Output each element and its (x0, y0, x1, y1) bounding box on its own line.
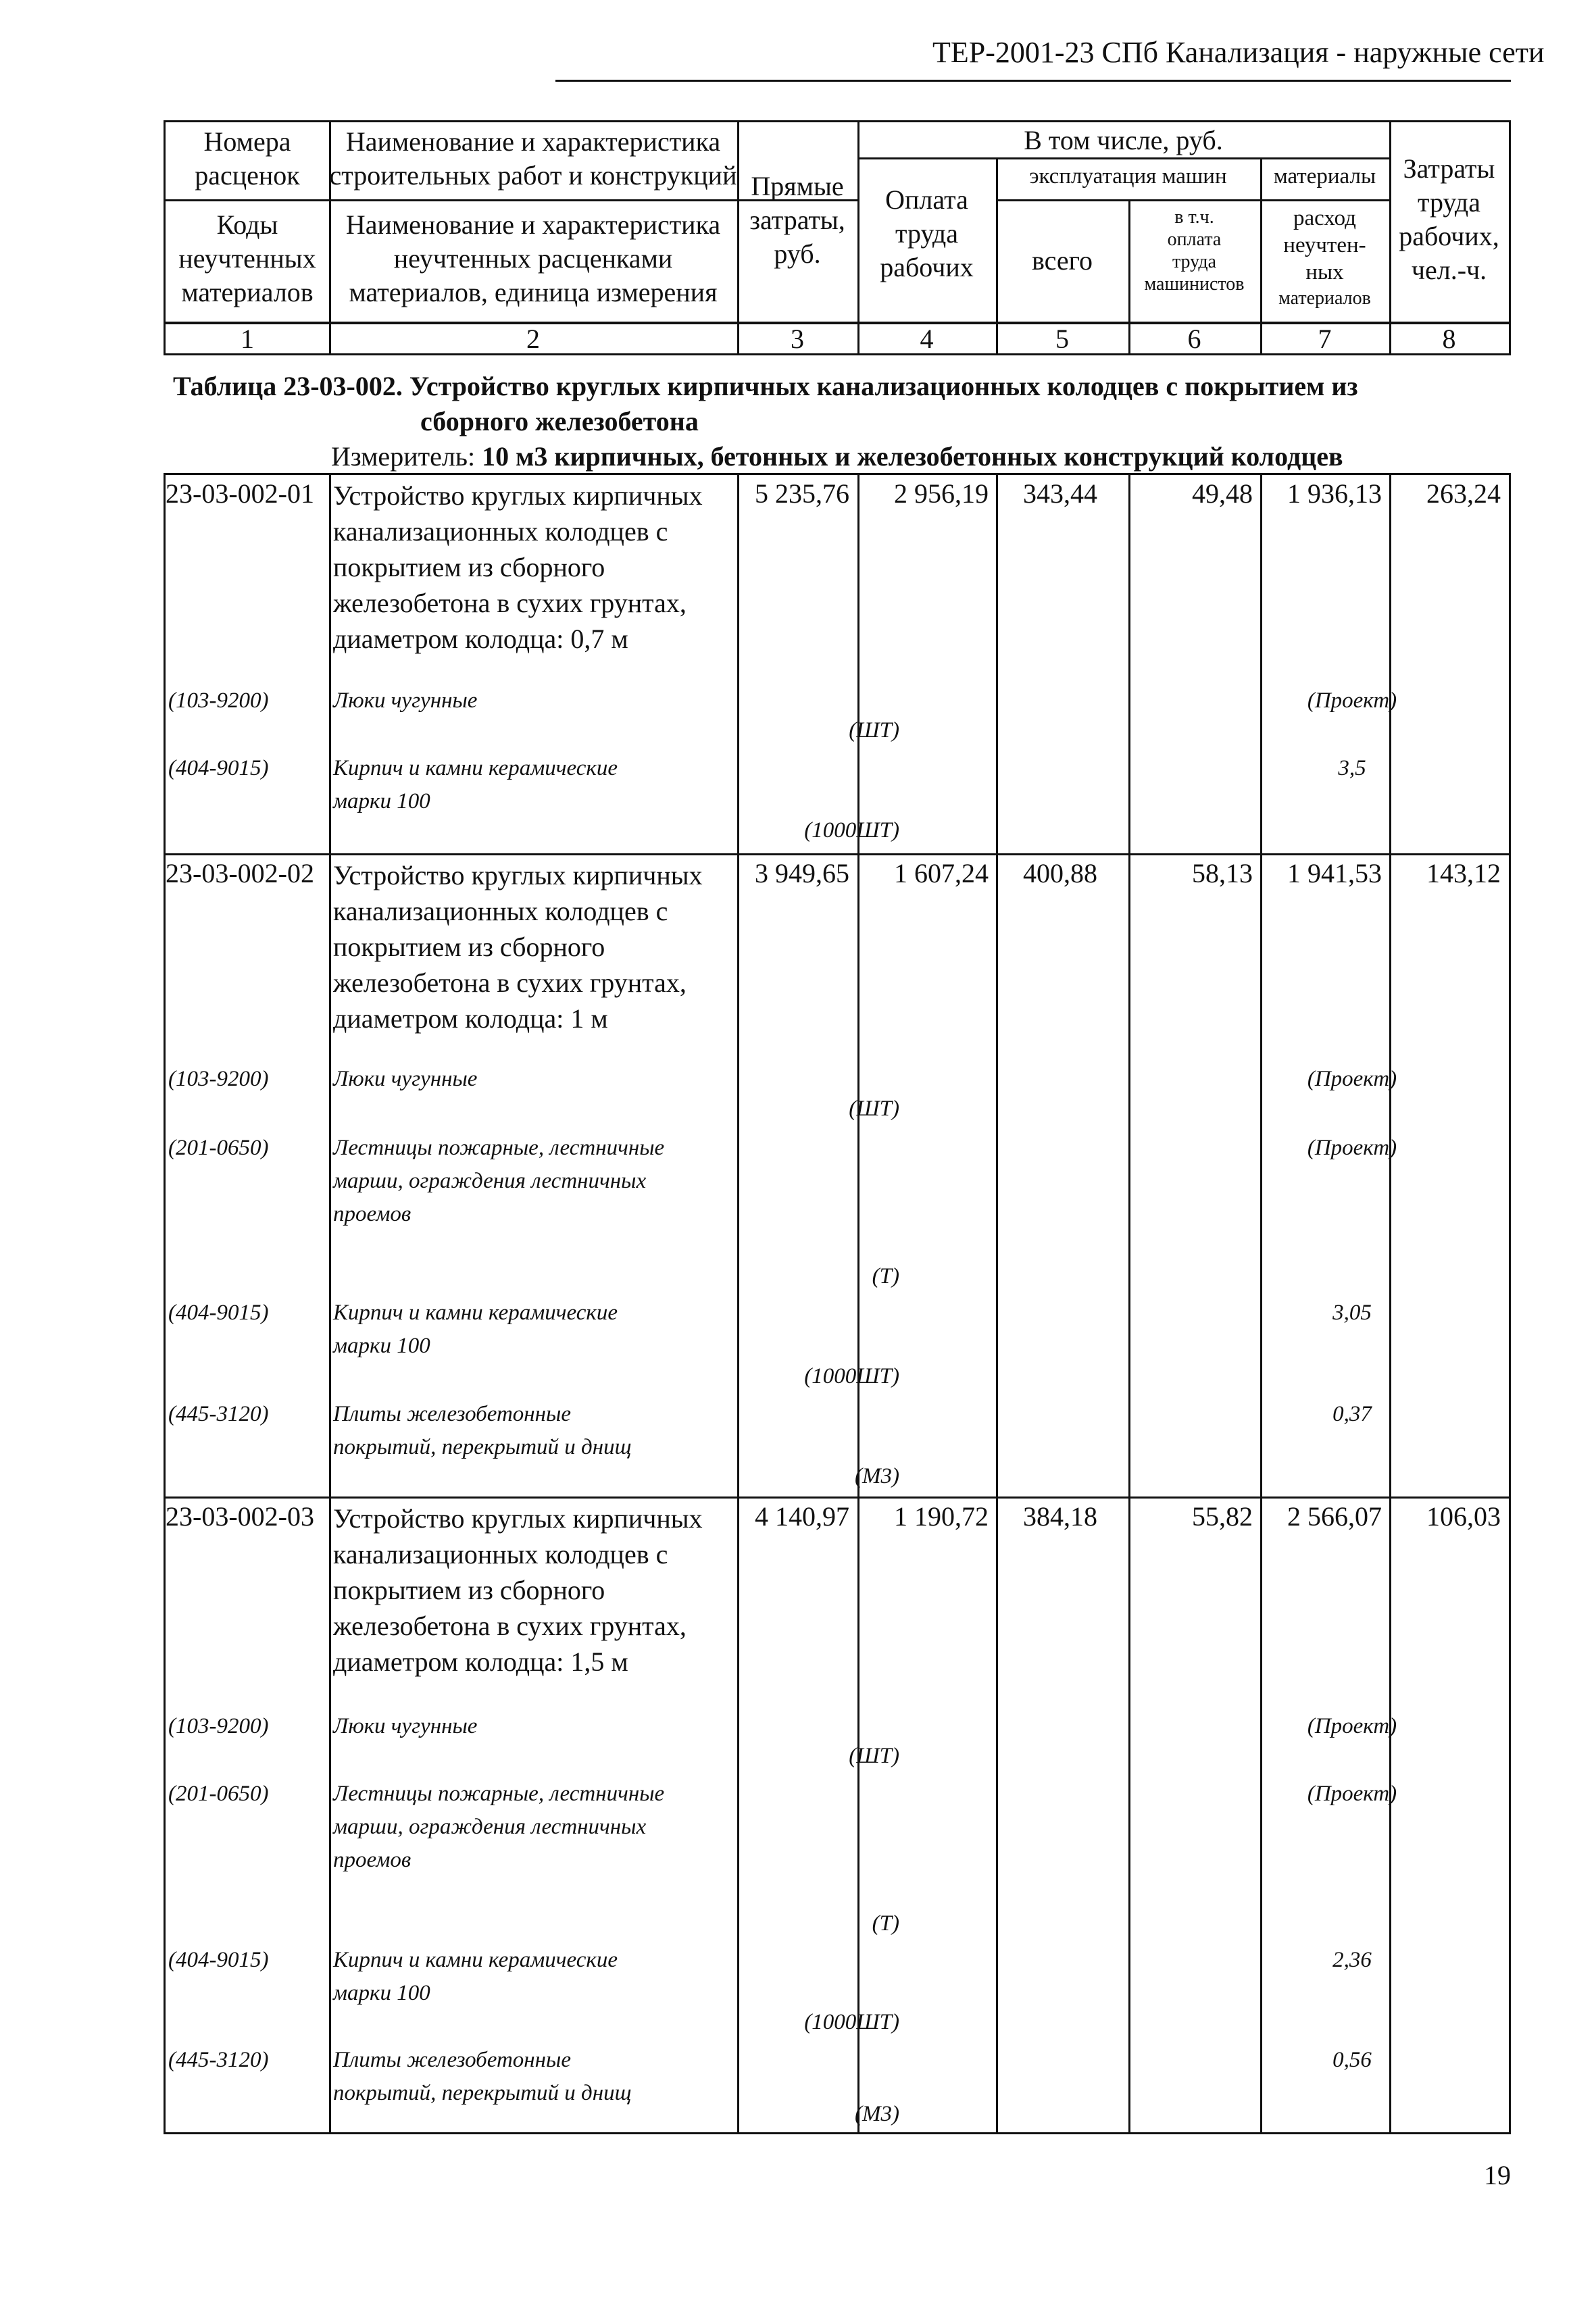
column-number: 5 (1055, 324, 1069, 354)
machines-total: 400,88 (1023, 858, 1097, 888)
operators-pay: 58,13 (1192, 858, 1253, 888)
header-material-name: Наименование и характеристика неучтенных расценками материалов, единица измерения (345, 209, 721, 307)
header-including-group: В том числе, руб. (1024, 125, 1223, 155)
header-rate-numbers: Номера расценок (195, 126, 300, 191)
material-quantity: 0,56 (1332, 2048, 1372, 2072)
material-quantity: (Проект) (1307, 688, 1397, 713)
rate-name: Устройство круглых кирпичных канализационных колодцев с покрытием из сборного железобетона в сухих грунтах, диаметром колодца: 0,7 м (333, 480, 703, 654)
material-quantity: (Проект) (1307, 1067, 1397, 1091)
table-title-continued: сборного железобетона (420, 406, 699, 436)
operators-pay: 49,48 (1192, 478, 1253, 509)
row-divider (166, 853, 1509, 855)
rate-code: 23-03-002-02 (166, 858, 314, 888)
row-divider (166, 1496, 1509, 1499)
material-unit: (ШТ) (849, 1744, 899, 1768)
material-code: (201-0650) (168, 1136, 269, 1160)
material-name: Люки чугунные (333, 1067, 478, 1091)
divider (996, 475, 998, 2132)
column-number: 7 (1318, 324, 1332, 354)
header-work-name: Наименование и характеристика строительных работ и конструкций (329, 126, 737, 191)
material-quantity: (Проект) (1307, 1136, 1397, 1160)
material-unit: (ШТ) (849, 1097, 899, 1121)
column-number: 6 (1187, 324, 1201, 354)
material-name: Лестницы пожарные, лестничные марши, ограждения лестничных проемов (333, 1136, 665, 1226)
material-name: Лестницы пожарные, лестничные марши, ограждения лестничных проемов (333, 1782, 665, 1872)
material-unit: (ШТ) (849, 718, 899, 743)
material-name: Кирпич и камни керамические марки 100 (333, 756, 618, 813)
rate-code: 23-03-002-03 (166, 1501, 314, 1532)
machines-total: 343,44 (1023, 478, 1097, 509)
header-labor-pay: Оплата труда рабочих (880, 184, 974, 282)
material-name: Плиты железобетонные покрытий, перекрытий и днищ (333, 1402, 632, 1459)
rate-code: 23-03-002-01 (166, 478, 314, 509)
material-quantity: 2,36 (1332, 1948, 1372, 1972)
column-header-table (164, 120, 1511, 355)
material-name: Плиты железобетонные покрытий, перекрытий и днищ (333, 2048, 632, 2105)
materials-cost: 2 566,07 (1287, 1501, 1382, 1532)
column-number: 2 (526, 324, 540, 354)
measurement-unit (331, 441, 1343, 472)
running-head-rule (555, 80, 1511, 82)
material-code: (404-9015) (168, 1948, 269, 1972)
material-code: (445-3120) (168, 1402, 269, 1426)
column-number: 4 (920, 324, 934, 354)
material-code: (201-0650) (168, 1782, 269, 1806)
labor-pay: 1 607,24 (894, 858, 989, 888)
rate-name: Устройство круглых кирпичных канализационных колодцев с покрытием из сборного железобетона в сухих грунтах, диаметром колодца: 1,5 м (333, 1503, 703, 1677)
material-code: (103-9200) (168, 688, 269, 713)
divider (996, 199, 1389, 201)
machines-total: 384,18 (1023, 1501, 1097, 1532)
material-unit: (М3) (855, 1464, 899, 1488)
material-name: Люки чугунные (333, 1714, 478, 1738)
column-number: 3 (791, 324, 804, 354)
material-unit: (1000ШТ) (804, 2010, 899, 2034)
material-code: (103-9200) (168, 1067, 269, 1091)
labor-hours: 263,24 (1426, 478, 1501, 509)
labor-pay: 1 190,72 (894, 1501, 989, 1532)
direct-costs: 5 235,76 (755, 478, 849, 509)
material-unit: (1000ШТ) (804, 1364, 899, 1388)
header-operators-pay: в т.ч. оплата труда машинистов (1144, 207, 1245, 295)
divider (1260, 475, 1262, 2132)
direct-costs: 3 949,65 (755, 858, 849, 888)
material-code: (103-9200) (168, 1714, 269, 1738)
material-quantity: (Проект) (1307, 1782, 1397, 1806)
direct-costs: 4 140,97 (755, 1501, 849, 1532)
materials-cost: 1 936,13 (1287, 478, 1382, 509)
material-name: Кирпич и камни керамические марки 100 (333, 1301, 618, 1358)
material-code: (445-3120) (168, 2048, 269, 2072)
operators-pay: 55,82 (1192, 1501, 1253, 1532)
materials-cost: 1 941,53 (1287, 858, 1382, 888)
material-quantity: 3,05 (1332, 1301, 1372, 1325)
labor-hours: 143,12 (1426, 858, 1501, 888)
material-unit: (1000ШТ) (804, 818, 899, 842)
header-direct-costs: Прямые затраты, руб. (749, 171, 845, 269)
rate-name: Устройство круглых кирпичных канализационных колодцев с покрытием из сборного железобетона в сухих грунтах, диаметром колодца: 1 м (333, 860, 703, 1034)
material-quantity: (Проект) (1307, 1714, 1397, 1738)
material-name: Кирпич и камни керамические марки 100 (333, 1948, 618, 2005)
material-unit: (М3) (855, 2102, 899, 2126)
page-number: 19 (1484, 2160, 1511, 2190)
material-code: (404-9015) (168, 756, 269, 780)
header-machines: эксплуатация машин (1029, 164, 1227, 188)
measurement-value: 10 м3 кирпичных, бетонных и железобетонных конструкций колодцев (482, 441, 1343, 472)
material-unit: (Т) (872, 1264, 899, 1288)
column-number: 8 (1442, 324, 1456, 354)
material-name: Люки чугунные (333, 688, 478, 713)
rates-table (164, 473, 1511, 2134)
labor-pay: 2 956,19 (894, 478, 989, 509)
header-unaccounted-materials: расход неучтен- ных материалов (1278, 206, 1371, 309)
measurement-label: Измеритель: (331, 441, 482, 472)
divider (329, 475, 331, 2132)
header-material-codes: Коды неучтенных материалов (178, 209, 316, 307)
material-quantity: 0,37 (1332, 1402, 1372, 1426)
header-machines-total: всего (1031, 245, 1093, 276)
header-labor-hours: Затраты труда рабочих, чел.-ч. (1399, 153, 1499, 285)
material-code: (404-9015) (168, 1301, 269, 1325)
header-materials: материалы (1273, 164, 1376, 188)
running-head: ТЕР-2001-23 СПб Канализация - наружные сети (932, 36, 1545, 69)
divider (857, 157, 1389, 159)
column-number: 1 (241, 324, 254, 354)
material-quantity: 3,5 (1338, 756, 1366, 780)
labor-hours: 106,03 (1426, 1501, 1501, 1532)
material-unit: (Т) (872, 1911, 899, 1936)
table-title: Таблица 23-03-002. Устройство круглых кирпичных канализационных колодцев с покрытием из (173, 371, 1358, 401)
divider (1128, 475, 1130, 2132)
